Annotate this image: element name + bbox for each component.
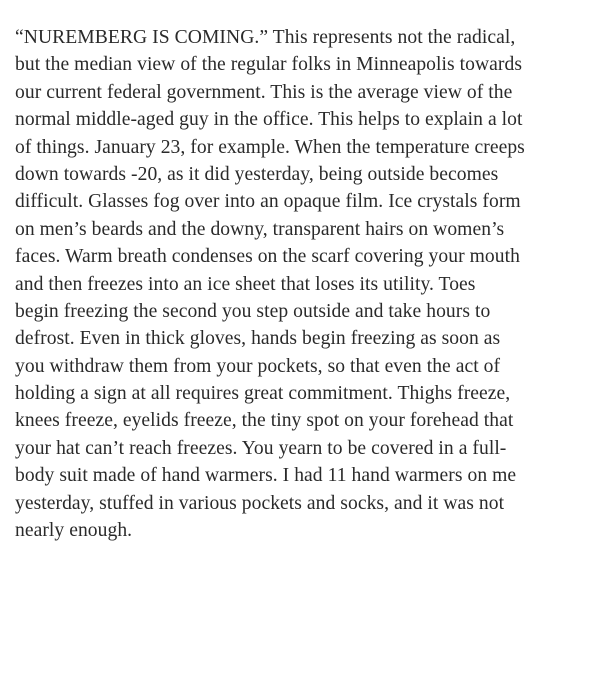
paragraph-line: faces. Warm breath condenses on the scarf covering your mouth <box>15 246 520 268</box>
paragraph-line: body suit made of hand warmers. I had 11 hand warmers on me <box>15 465 517 487</box>
paragraph-line: and then freezes into an ice sheet that loses its utility. Toes <box>15 273 476 295</box>
paragraph-line: but the median view of the regular folks in Minneapolis towards <box>15 54 523 76</box>
paragraph-line: down towards -20, as it did yesterday, being outside becomes <box>15 163 499 185</box>
paragraph-line: our current federal government. This is the average view of the <box>15 81 513 103</box>
paragraph-line: of things. January 23, for example. When the temperature creeps <box>15 136 525 158</box>
paragraph-line: on men’s beards and the downy, transparent hairs on women’s <box>15 218 505 240</box>
paragraph-line: knees freeze, eyelids freeze, the tiny spot on your forehead that <box>15 410 514 432</box>
paragraph-line: difficult. Glasses fog over into an opaque film. Ice crystals form <box>15 191 521 213</box>
paragraph-line: yesterday, stuffed in various pockets and socks, and it was not <box>15 492 505 514</box>
paragraph-line: your hat can’t reach freezes. You yearn to be covered in a full- <box>15 437 507 459</box>
paragraph-line: “NUREMBERG IS COMING.” This represents not the radical, <box>15 27 516 48</box>
paragraph-line: begin freezing the second you step outside and take hours to <box>15 300 491 322</box>
article-paragraph <box>15 24 605 544</box>
paragraph-line: you withdraw them from your pockets, so that even the act of <box>15 355 501 377</box>
paragraph-line: defrost. Even in thick gloves, hands begin freezing as soon as <box>15 328 501 350</box>
paragraph-line: normal middle-aged guy in the office. This helps to explain a lot <box>15 109 523 131</box>
paragraph-line: nearly enough. <box>15 520 133 542</box>
paragraph-line: holding a sign at all requires great commitment. Thighs freeze, <box>15 383 511 405</box>
